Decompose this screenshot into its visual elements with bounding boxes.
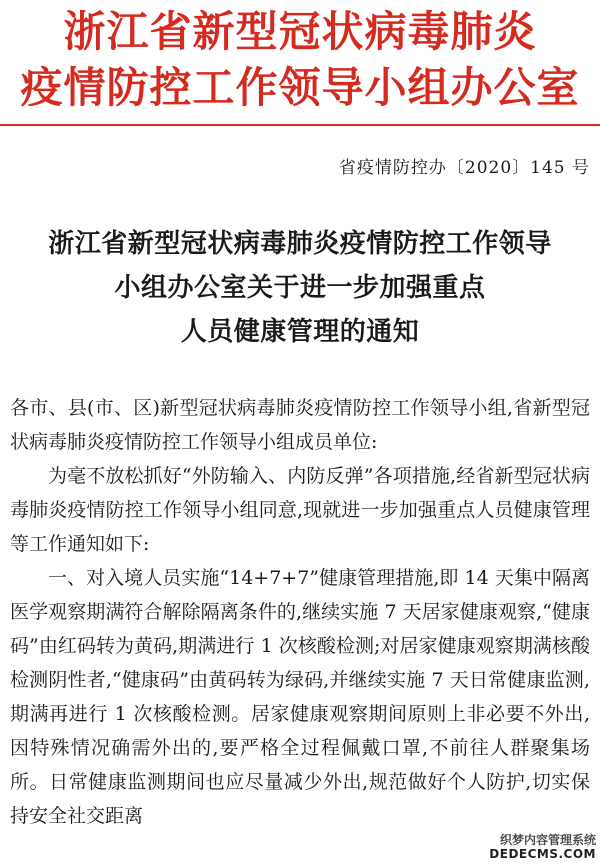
addressee-paragraph: 各市、县(市、区)新型冠状病毒肺炎疫情防控工作领导小组,省新型冠状病毒肺炎疫情防控工作领导小组成员单位: (10, 397, 590, 453)
title-line-1: 浙江省新型冠状病毒肺炎疫情防控工作领导 (48, 229, 552, 259)
document-number: 省疫情防控办〔2020〕145 号 (338, 158, 590, 178)
red-divider-rule (0, 124, 600, 126)
header-line-1: 浙江省新型冠状病毒肺炎 (63, 7, 537, 56)
watermark-line-2: DEDECMS.COM (489, 847, 596, 861)
item-1-paragraph: 一、对入境人员实施“14+7+7”健康管理措施,即 14 天集中隔离医学观察期满符合解除隔离条件的,继续实施 7 天居家健康观察,“健康码”由红码转为黄码,期满进行 1 次核酸检测;对居家健康观察期满核酸检测阴性者,“健康码”由黄码转为绿码,并继续实施 7 天日常健康监测,期满再进行 1 次核酸检测。居家健康观察期间原则上非必要不外出,因特殊情况确需外出的,要严格全过程佩戴口罩,不前往人群聚集场所。日常健康监测期间也应尽量减少外出,规范做好个人防护,切实保持安全社交距离 (10, 567, 590, 827)
header-line-2: 疫情防控工作领导小组办公室 (20, 63, 580, 112)
issuing-authority-header (0, 4, 600, 116)
site-watermark (489, 833, 596, 861)
title-line-2: 小组办公室关于进一步加强重点 (114, 273, 486, 303)
watermark-line-1: 织梦内容管理系统 (499, 833, 596, 847)
document-body (10, 391, 590, 833)
document-title (0, 222, 600, 354)
intro-paragraph: 为毫不放松抓好“外防输入、内防反弹”各项措施,经省新型冠状病毒肺炎疫情防控工作领导小组同意,现就进一步加强重点人员健康管理等工作通知如下: (10, 465, 590, 555)
title-line-3: 人员健康管理的通知 (180, 317, 420, 347)
